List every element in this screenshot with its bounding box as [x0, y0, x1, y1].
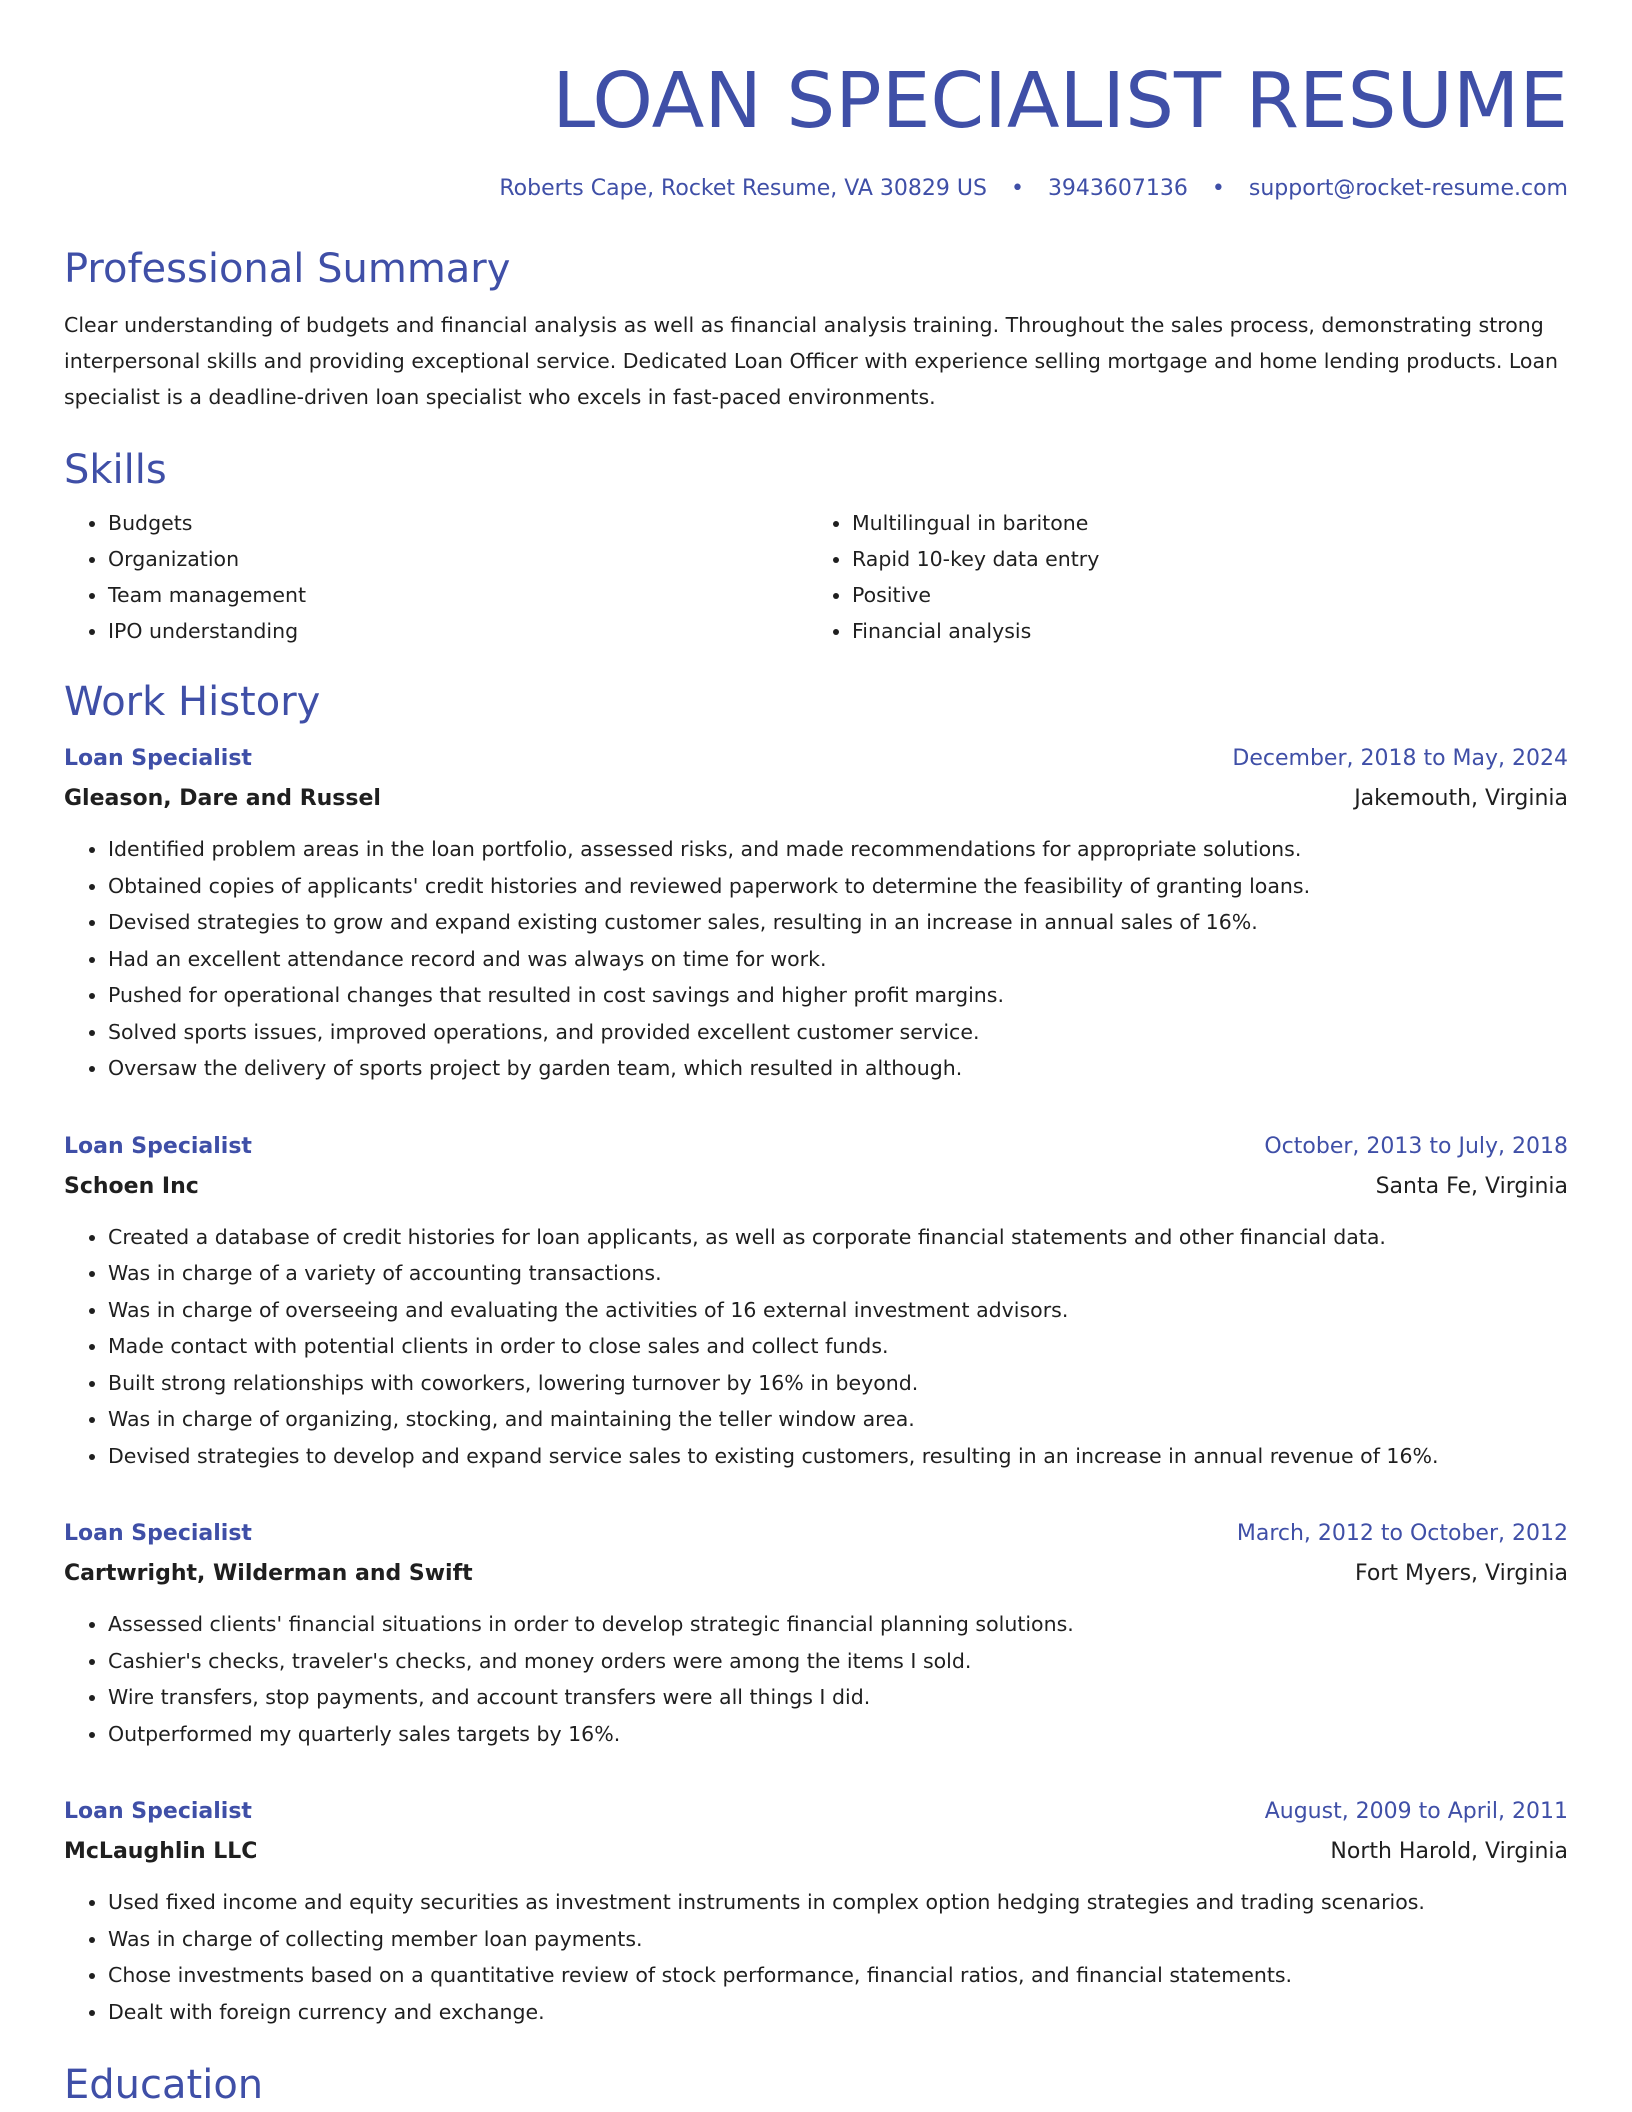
skills-column-right — [808, 505, 1552, 649]
job-bullet: • Was in charge of collecting member loan payments. — [108, 1921, 1568, 1958]
job-bullet: • Chose investments based on a quantitative review of stock performance, financial ratios, and financial statements. — [108, 1957, 1568, 1994]
job-bullet: • Made contact with potential clients in order to close sales and collect funds. — [108, 1328, 1568, 1365]
skill-item: • Organization — [108, 541, 808, 577]
job-dates: March, 2012 to October, 2012 — [1236, 1521, 1568, 1546]
job-company: McLaughlin LLC — [64, 1839, 258, 1864]
job-company: Cartwright, Wilderman and Swift — [64, 1561, 473, 1586]
job-title: Loan Specialist — [64, 1521, 252, 1546]
job-entry — [64, 1792, 1568, 2030]
job-location: Jakemouth, Virginia — [1354, 786, 1568, 811]
job-entry — [64, 1514, 1568, 1752]
job-title: Loan Specialist — [64, 1133, 252, 1159]
contact-separator: • — [1211, 176, 1225, 201]
job-location: Santa Fe, Virginia — [1375, 1173, 1568, 1199]
contact-address: Roberts Cape, Rocket Resume, VA 30829 US — [499, 176, 987, 201]
job-bullets — [64, 1219, 1568, 1475]
job-bullet: • Was in charge of overseeing and evaluating the activities of 16 external investment advisors. — [108, 1292, 1568, 1329]
job-bullet: • Created a database of credit histories for loan applicants, as well as corporate financial statements and other financial data. — [108, 1219, 1568, 1256]
contact-email: support@rocket-resume.com — [1248, 176, 1568, 201]
skills-column-left — [64, 505, 808, 649]
skill-item: • Rapid 10-key data entry — [852, 541, 1552, 577]
job-dates: December, 2018 to May, 2024 — [1232, 746, 1568, 771]
summary-text: Clear understanding of budgets and financial analysis as well as financial analysis training. Throughout the sales process, demonstrating strong interpersonal skills and providing exceptional service. Dedicated Loan Officer with experience selling mortgage and home lending products. Loan specialist is a deadline-driven loan specialist who excels in fast-paced environments. — [64, 313, 1559, 409]
job-bullets — [64, 1884, 1568, 2030]
job-bullet: • Dealt with foreign currency and exchange. — [108, 1994, 1568, 2031]
education-heading: Education — [64, 2062, 264, 2108]
job-bullet: • Devised strategies to grow and expand existing customer sales, resulting in an increase in annual sales of 16%. — [108, 904, 1568, 941]
job-bullet: • Oversaw the delivery of sports project by garden team, which resulted in although. — [108, 1050, 1568, 1087]
job-bullets — [64, 1606, 1568, 1752]
job-dates: October, 2013 to July, 2018 — [1264, 1133, 1568, 1159]
skill-item: • Financial analysis — [852, 613, 1552, 649]
job-bullet: • Pushed for operational changes that resulted in cost savings and higher profit margins. — [108, 977, 1568, 1014]
job-bullet: • Outperformed my quarterly sales targets by 16%. — [108, 1716, 1568, 1753]
job-bullet: • Solved sports issues, improved operations, and provided excellent customer service. — [108, 1014, 1568, 1051]
summary-heading: Professional Summary — [64, 246, 511, 292]
job-entry — [64, 739, 1568, 1087]
resume-page — [64, 0, 1568, 2110]
skill-item: • Team management — [108, 577, 808, 613]
job-entry — [64, 1127, 1568, 1475]
job-company: Gleason, Dare and Russel — [64, 786, 381, 811]
job-title: Loan Specialist — [64, 746, 252, 771]
job-bullet: • Used fixed income and equity securities as investment instruments in complex option hedging strategies and trading scenarios. — [108, 1884, 1568, 1921]
job-bullet: • Assessed clients' financial situations in order to develop strategic financial planning solutions. — [108, 1606, 1568, 1643]
job-location: North Harold, Virginia — [1330, 1839, 1568, 1864]
contact-separator: • — [1010, 176, 1024, 201]
skill-item: • Positive — [852, 577, 1552, 613]
job-title: Loan Specialist — [64, 1799, 252, 1824]
job-company: Schoen Inc — [64, 1173, 199, 1199]
job-bullet: • Devised strategies to develop and expand service sales to existing customers, resulting in an increase in annual revenue of 16%. — [108, 1438, 1568, 1475]
skill-item: • Budgets — [108, 505, 808, 541]
job-bullet: • Was in charge of a variety of accounting transactions. — [108, 1255, 1568, 1292]
job-location: Fort Myers, Virginia — [1355, 1561, 1568, 1586]
job-bullets — [64, 831, 1568, 1087]
job-bullet: • Built strong relationships with coworkers, lowering turnover by 16% in beyond. — [108, 1365, 1568, 1402]
skill-item: • IPO understanding — [108, 613, 808, 649]
skills-heading: Skills — [64, 447, 167, 493]
job-bullet: • Cashier's checks, traveler's checks, and money orders were among the items I sold. — [108, 1643, 1568, 1680]
job-bullet: • Wire transfers, stop payments, and account transfers were all things I did. — [108, 1679, 1568, 1716]
job-bullet: • Had an excellent attendance record and was always on time for work. — [108, 941, 1568, 978]
resume-title: LOAN SPECIALIST RESUME — [552, 57, 1568, 146]
job-dates: August, 2009 to April, 2011 — [1264, 1799, 1568, 1824]
job-bullet: • Was in charge of organizing, stocking, and maintaining the teller window area. — [108, 1401, 1568, 1438]
work-history-heading: Work History — [64, 679, 321, 725]
contact-phone: 3943607136 — [1047, 176, 1188, 201]
contact-line — [64, 174, 1568, 204]
skill-item: • Multilingual in baritone — [852, 505, 1552, 541]
job-bullet: • Identified problem areas in the loan portfolio, assessed risks, and made recommendations for appropriate solutions. — [108, 831, 1568, 868]
job-bullet: • Obtained copies of applicants' credit histories and reviewed paperwork to determine the feasibility of granting loans. — [108, 868, 1568, 905]
skills-list — [64, 505, 1568, 649]
